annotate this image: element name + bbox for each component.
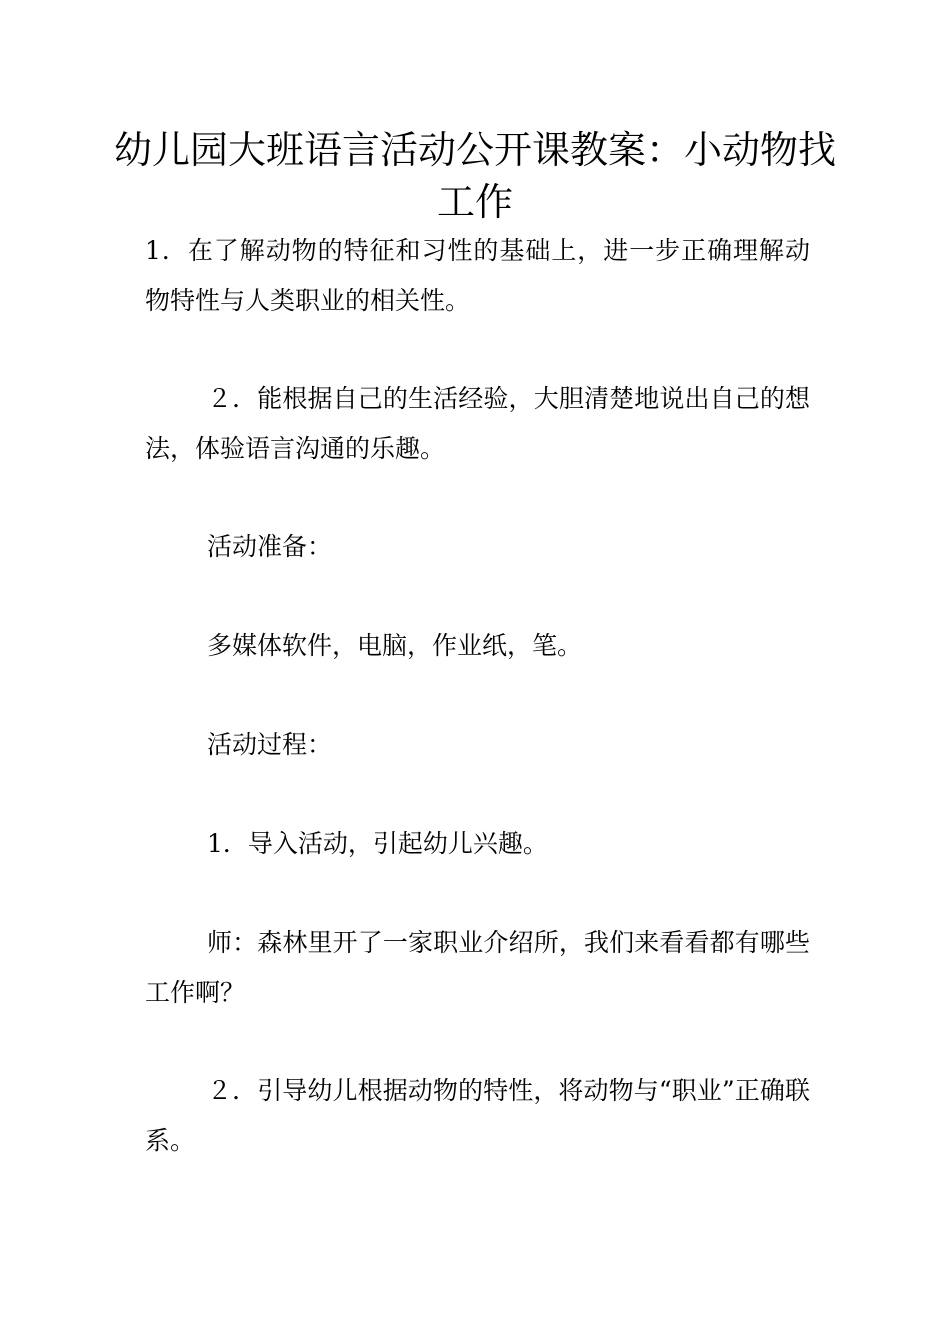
paragraph-materials: 多媒体软件，电脑，作业纸，笔。 — [207, 631, 583, 660]
paragraph-goal-2: ２．能根据自己的生活经验，大胆清楚地说出自己的想法，体验语言沟通的乐趣。 — [145, 384, 810, 463]
paragraph-teacher-dialogue: 师：森林里开了一家职业介绍所，我们来看看都有哪些工作啊？ — [145, 928, 810, 1007]
heading-activity-process: 活动过程： — [207, 730, 333, 759]
paragraph-step-1: 1．导入活动，引起幼儿兴趣。 — [207, 829, 548, 858]
paragraph-step-2: ２．引导幼儿根据动物的特性，将动物与“职业”正确联系。 — [145, 1076, 810, 1155]
document-title: 幼儿园大班语言活动公开课教案：小动物找工作 — [113, 128, 836, 224]
paragraph-goal-1: 1．在了解动物的特征和习性的基础上，进一步正确理解动物特性与人类职业的相关性。 — [145, 236, 810, 315]
heading-activity-preparation: 活动准备： — [207, 532, 333, 561]
